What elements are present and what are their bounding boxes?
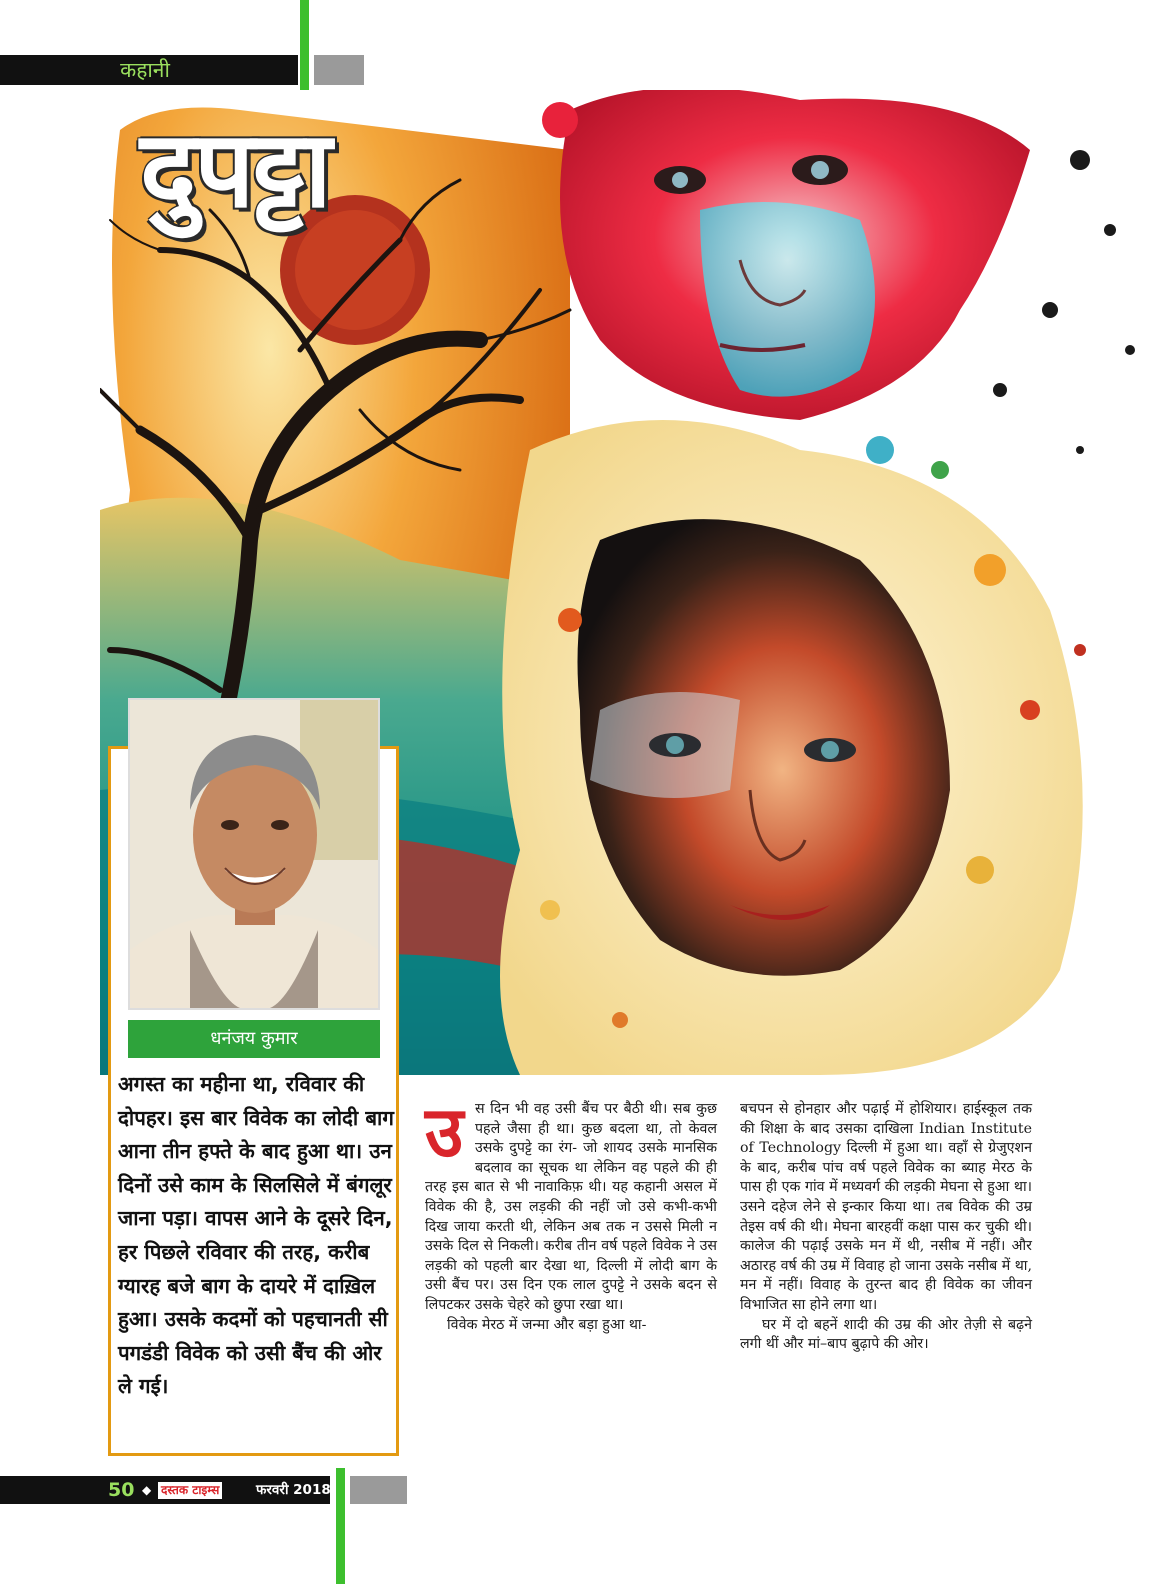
magazine-logo: दस्तक टाइम्स [158, 1482, 222, 1499]
issue-date: फरवरी 2018 [256, 1482, 331, 1498]
author-name: धनंजय कुमार [128, 1020, 380, 1058]
page-number: 50 [108, 1479, 135, 1501]
section-label: कहानी [120, 58, 170, 82]
footer-grey-box [350, 1476, 407, 1504]
header-grey-box [314, 55, 364, 85]
article-column-1 [425, 1091, 717, 1335]
drop-cap: उ [425, 1091, 464, 1173]
article-paragraph: घर में दो बहनें शादी की उम्र की ओर तेज़ी से बढ़ने लगी थीं और मां–बाप बुढ़ापे की ओर। [740, 1316, 1032, 1353]
story-intro: अगस्त का महीना था, रविवार की दोपहर। इस बार विवेक का लोदी बाग आना तीन हफ्ते के बाद हुआ था। उन दिनों उसे काम के सिलसिले में बंगलूर जाना पड़ा। वापस आने के दूसरे दिन, हर पिछले रविवार की तरह, करीब ग्यारह बजे बाग के दायरे में दाख़िल हुआ। उसके कदमों को पहचानती सी पगडंडी विवेक को उसी बैंच की ओर ले गई। [118, 1072, 394, 1399]
article-column-2 [740, 1100, 1032, 1355]
article-paragraph: बचपन से होनहार और पढ़ाई में होशियार। हाईस्कूल तक की शिक्षा के बाद उसका दाखिला Indian Institute of Technology दिल्ली में हुआ था। वहाँ से ग्रेजुएशन के बाद, करीब पांच वर्ष पहले विवेक का ब्याह मेरठ के पास ही एक गांव में मध्यवर्ग की लड़की मेघना से हुआ था। उसने दहेज लेने से इन्कार किया था। तब विवेक की उम्र तेइस वर्ष की थी। मेघना बारहवीं कक्षा पास कर चुकी थी। कालेज की पढ़ाई उसके मन में थी, नसीब में नहीं। और अठारह वर्ष की उम्र में विवाह हो जाना उसके नसीब में था, मन में नहीं। विवाह के तुरन्त बाद ही विवेक का जीवन विभाजित सा होने लगा था। [740, 1101, 1032, 1313]
author-photo [128, 698, 380, 1010]
story-title: दुपट्टा [140, 108, 330, 231]
article-paragraph: स दिन भी वह उसी बैंच पर बैठी थी। सब कुछ पहले जैसा ही था। कुछ बदला था, तो केवल उसके दुपट्टे का रंग- जो शायद उसके मानसिक बदलाव का सूचक था लेकिन वह पहले की ही तरह इस बात से भी नावाकिफ़ थी। यह कहानी असल में विवेक की है, उस लड़की की नहीं जो उसे कभी-कभी दिख जाया करती थी, लेकिन अब तक न उससे मिली न उसके दिल से निकली। करीब तीन वर्ष पहले विवेक ने उस लड़की को पहली बार देखा था, दिल्ली में लोदी बाग के उसी बैंच पर। उस दिन एक लाल दुपट्टे ने उसके बदन से लिपटकर उसके चेहरे को छुपा रखा था। [425, 1101, 717, 1313]
green-rule-top [300, 0, 309, 90]
footer-separator: ◆ [142, 1483, 152, 1497]
green-rule-bottom [336, 1468, 345, 1584]
article-paragraph: विवेक मेरठ में जन्मा और बड़ा हुआ था- [447, 1316, 647, 1333]
